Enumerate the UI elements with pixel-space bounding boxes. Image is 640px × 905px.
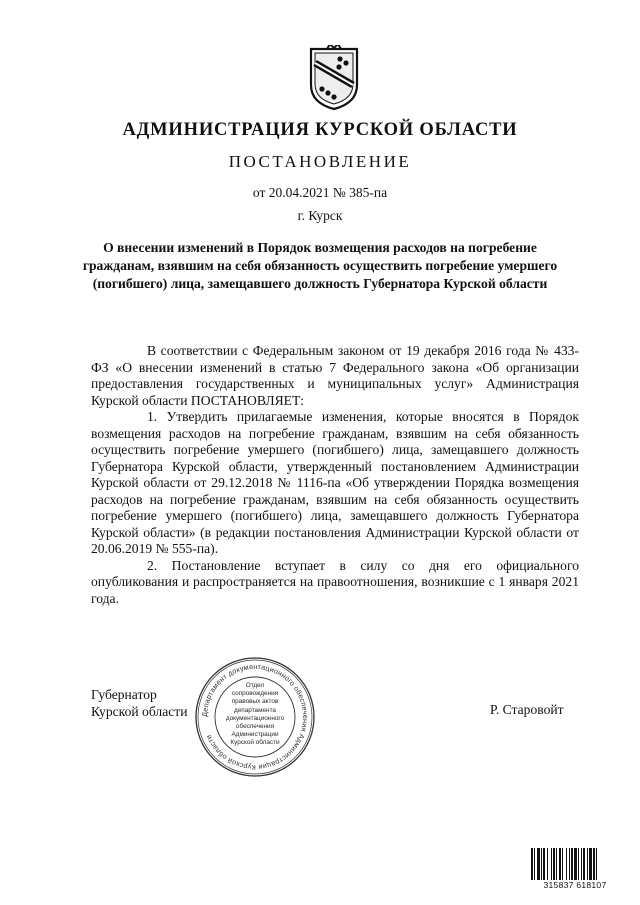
barcode-bar — [581, 848, 582, 880]
barcode-bar — [531, 848, 533, 880]
agency-title: АДМИНИСТРАЦИЯ КУРСКОЙ ОБЛАСТИ — [122, 120, 518, 140]
barcode-bar — [553, 848, 555, 880]
barcode-bar — [571, 848, 573, 880]
coat-of-arms-icon — [307, 45, 361, 111]
barcode-bar — [578, 848, 579, 880]
position-line-2: Курской области — [91, 704, 188, 719]
barcode-bar — [583, 848, 585, 880]
paragraph-item-2: 2. Постановление вступает в силу со дня его официального опубликования и распространяется на правоотношения, возникшие с 1 января 2021 года. — [91, 557, 579, 606]
barcode-bar — [596, 848, 597, 880]
stamp-ring-text: Департамент документационного обеспечения Администрации Курской области — [199, 661, 311, 773]
signatory-position — [91, 686, 188, 720]
barcode-bar — [587, 848, 588, 880]
stamp-inner-text: Отдел сопровождения правовых актов департамента документационного обеспечения Администрации Курской области — [225, 682, 285, 747]
barcode-bar — [534, 848, 535, 880]
barcode-number: 315837 618107 — [543, 880, 607, 890]
barcode-bar — [566, 848, 567, 880]
paragraph-preamble: В соответствии с Федеральным законом от 19 декабря 2016 года № 433-ФЗ «О внесении изменений в статью 7 Федерального закона «Об организации предоставления государственных и муниципальных услуг» Администрация Курской области ПОСТАНОВЛЯЕТ: — [91, 343, 579, 408]
paragraph-item-1: 1. Утвердить прилагаемые изменения, которые вносятся в Порядок возмещения расходов на погребение гражданам, взявшим на себя обязанность осуществить погребение умершего (погибшего) лица, замещавшего должность Губернатора Курской области, утвержденный постановлением Администрации Курской области от 29.12.2018 № 1116-па «Об утверждении Порядка возмещения расходов на погребение гражданам, взявшим на себя обязанность осуществить погребение умершего (погибшего) лица, замещавшего должность Губернатора Курской области» (в редакции постановления Администрации Курской области от 20.06.2019 № 555-па). — [91, 409, 579, 556]
barcode-bar — [547, 848, 548, 880]
barcode-bar — [569, 848, 570, 880]
position-line-1: Губернатор — [91, 687, 157, 702]
barcode-bar — [556, 848, 557, 880]
barcode-bar — [562, 848, 563, 880]
barcode-bar — [574, 848, 577, 880]
city: г. Курск — [297, 208, 343, 223]
barcode-bar — [543, 848, 545, 880]
barcode-bar — [551, 848, 552, 880]
barcode-bar — [537, 848, 540, 880]
barcode-bar — [559, 848, 561, 880]
barcode — [530, 848, 620, 880]
document-type: ПОСТАНОВЛЕНИЕ — [228, 152, 412, 171]
document-subject: О внесении изменений в Порядок возмещения расходов на погребение гражданам, взявшим на себя обязанность осуществить погребение умершего (погибшего) лица, замещавшего должность Губернатора Курской области — [82, 240, 558, 291]
date-number: от 20.04.2021 № 385-па — [252, 185, 388, 200]
barcode-bar — [589, 848, 592, 880]
signatory-name: Р. Старовойт — [490, 702, 564, 717]
document-body — [91, 343, 579, 607]
barcode-bar — [593, 848, 595, 880]
barcode-bar — [541, 848, 542, 880]
